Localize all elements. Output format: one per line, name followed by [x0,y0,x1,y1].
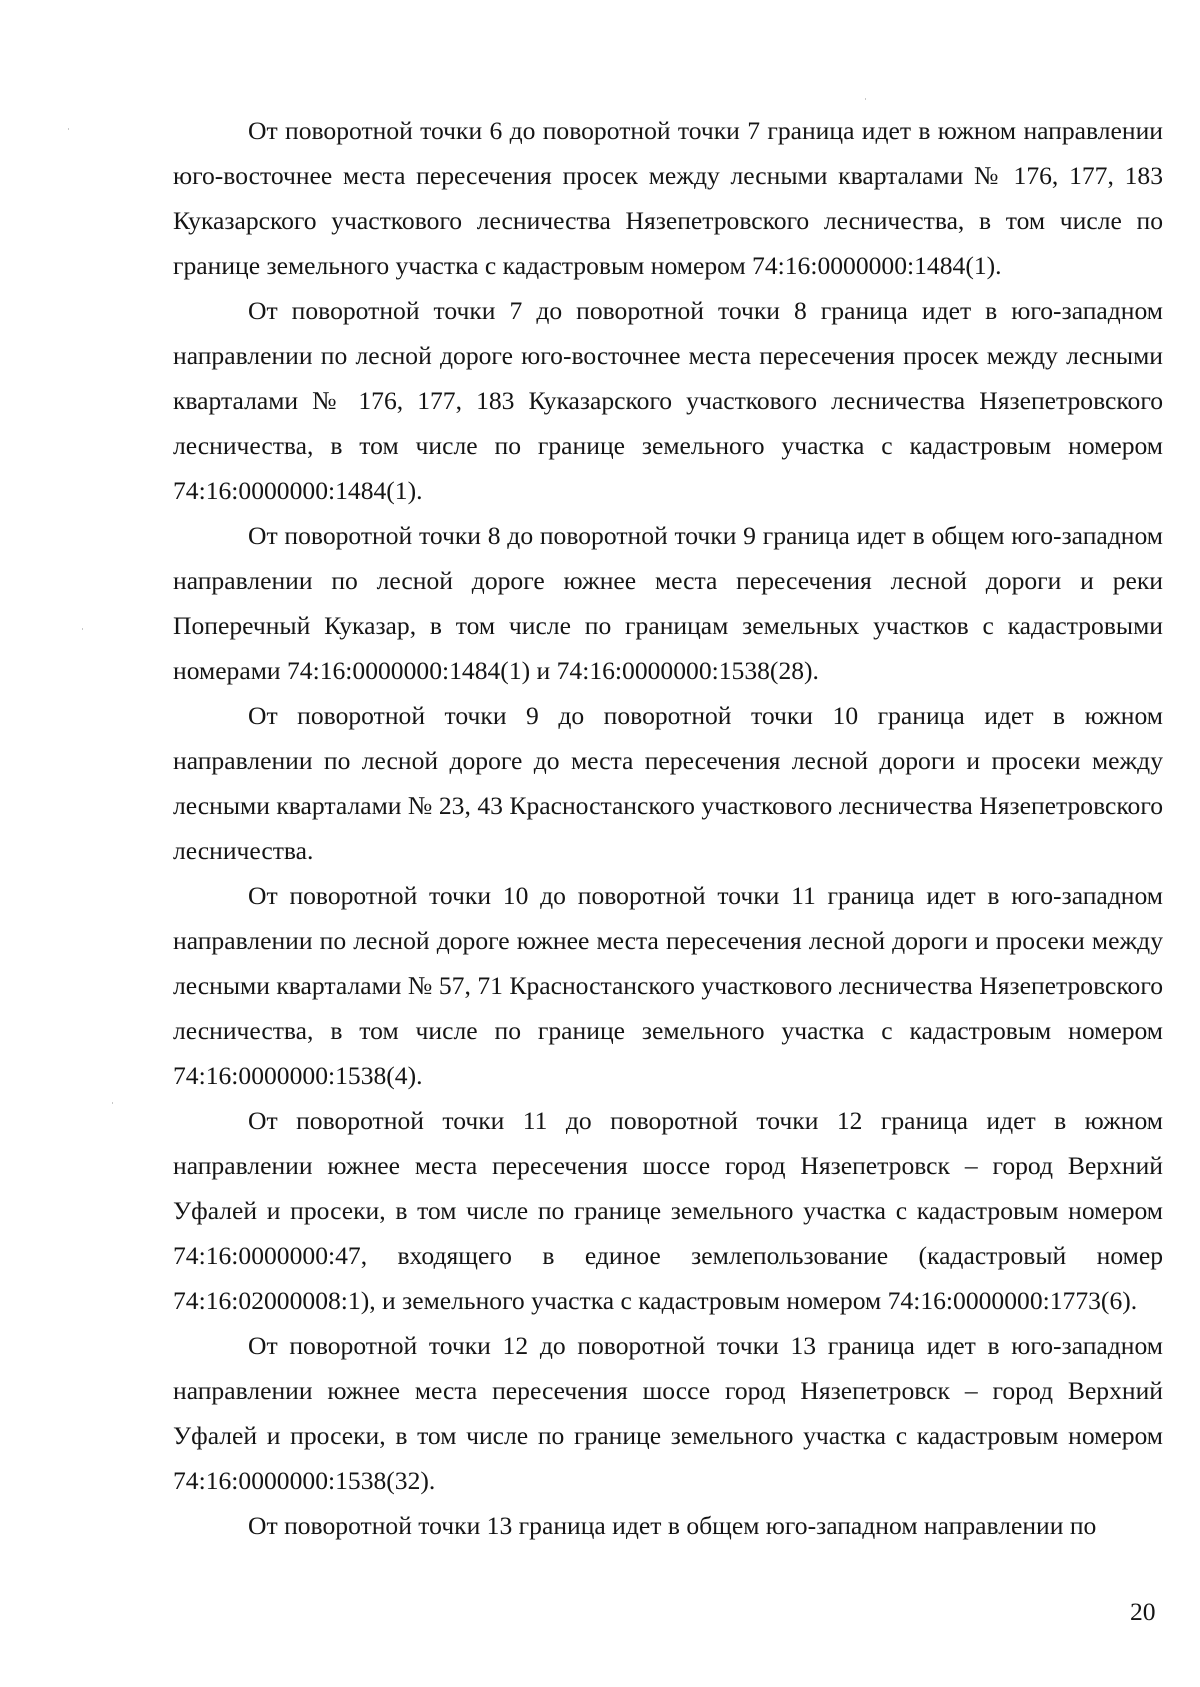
scan-artifact-mark [112,1102,113,1104]
paragraph-points-10-11: От поворотной точки 10 до поворотной точки 11 граница идет в юго-западном направлении по лесной дороге южнее места пересечения лесной дороги и просеки между лесными кварталами № 57, 71 Красностанского участкового лесничества Нязепетровского лесничества, в том числе по границе земельного участка с кадастровым номером 74:16:0000000:1538(4). [173,881,1163,1090]
scan-artifact-mark [865,98,866,100]
paragraph-points-7-8: От поворотной точки 7 до поворотной точки 8 граница идет в юго-западном направлении по лесной дороге юго-восточнее места пересечения просек между лесными кварталами № 176, 177, 183 Куказарского участкового лесничества Нязепетровского лесничества, в том числе по границе земельного участка с кадастровым номером 74:16:0000000:1484(1). [173,296,1163,505]
paragraph-points-8-9: От поворотной точки 8 до поворотной точки 9 граница идет в общем юго-западном направлении по лесной дороге южнее места пересечения лесной дороги и реки Поперечный Куказар, в том числе по границам земельных участков с кадастровыми номерами 74:16:0000000:1484(1) и 74:16:0000000:1538(28). [173,521,1163,685]
document-body [173,108,1163,1548]
paragraph-points-6-7: От поворотной точки 6 до поворотной точки 7 граница идет в южном направлении юго-восточнее места пересечения просек между лесными кварталами № 176, 177, 183 Куказарского участкового лесничества Нязепетровского лесничества, в том числе по границе земельного участка с кадастровым номером 74:16:0000000:1484(1). [173,116,1163,280]
paragraph-points-12-13: От поворотной точки 12 до поворотной точки 13 граница идет в юго-западном направлении южнее места пересечения шоссе город Нязепетровск – город Верхний Уфалей и просеки, в том числе по границе земельного участка с кадастровым номером 74:16:0000000:1538(32). [173,1331,1163,1495]
paragraph-points-9-10: От поворотной точки 9 до поворотной точки 10 граница идет в южном направлении по лесной дороге до места пересечения лесной дороги и просеки между лесными кварталами № 23, 43 Красностанского участкового лесничества Нязепетровского лесничества. [173,701,1163,865]
scan-artifact-mark [68,128,69,130]
scan-artifact-mark [82,628,83,630]
paragraph-points-11-12: От поворотной точки 11 до поворотной точки 12 граница идет в южном направлении южнее места пересечения шоссе город Нязепетровск – город Верхний Уфалей и просеки, в том числе по границе земельного участка с кадастровым номером 74:16:0000000:47, входящего в единое землепользование (кадастровый номер 74:16:02000008:1), и земельного участка с кадастровым номером 74:16:0000000:1773(6). [173,1106,1163,1315]
paragraph-point-13: От поворотной точки 13 граница идет в общем юго-западном направлении по [248,1511,1097,1540]
page-number: 20 [1130,1597,1156,1626]
